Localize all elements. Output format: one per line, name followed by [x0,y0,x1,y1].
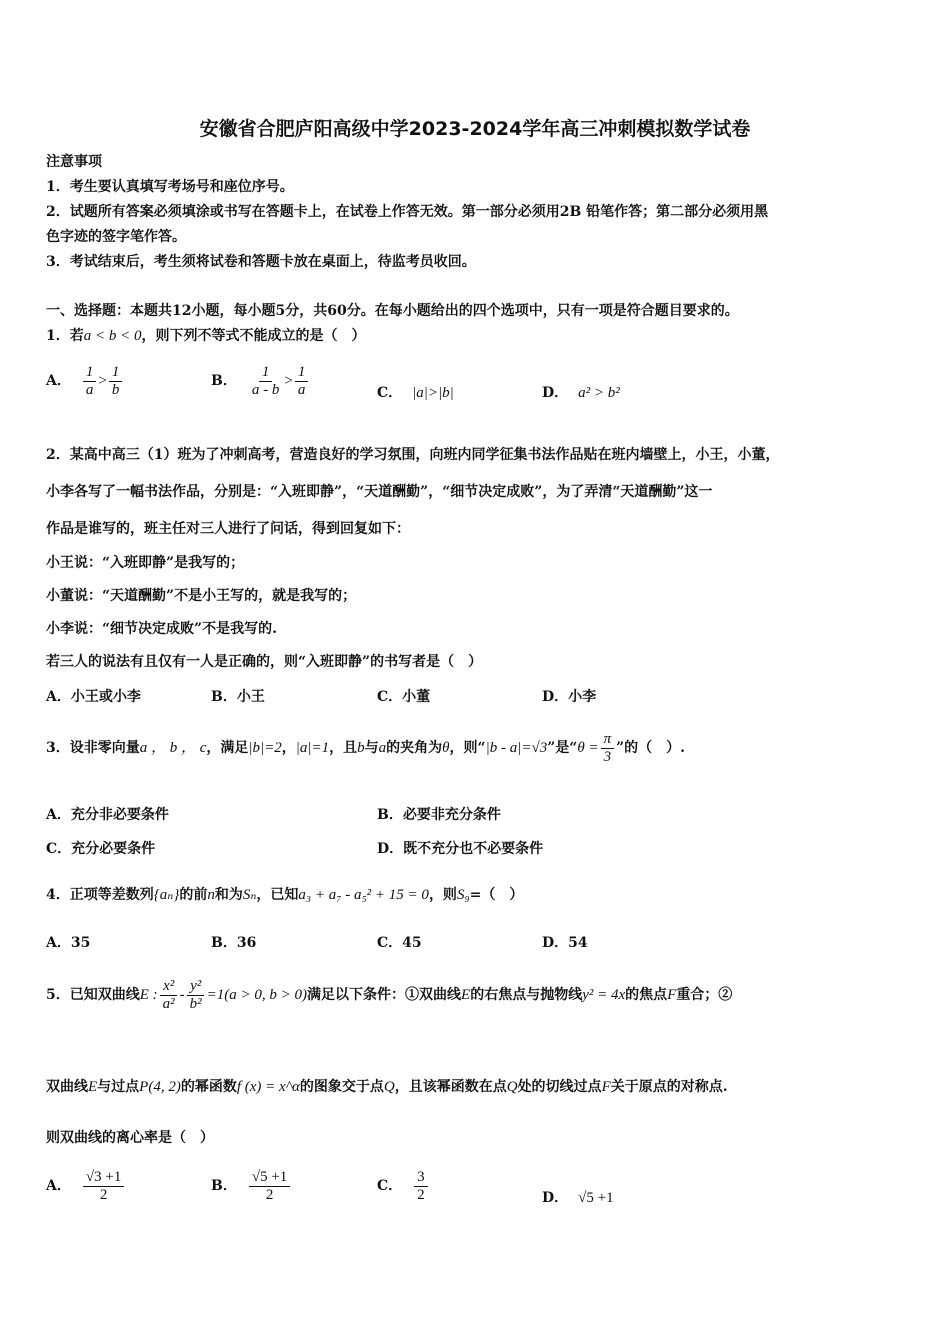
notice-line: 1．考生要认真填写考场号和座位序号。 [46,179,294,195]
notice-line: 色字迹的签字笔作答。 [46,229,186,245]
q1-option-c[interactable]: C． |a|>|b| [377,385,454,401]
question-1-stem: 1．若a < b < 0，则下列不等式不能成立的是（ ） [46,328,366,344]
q2-line: 若三人的说法有且仅有一人是正确的，则“入班即静”的书写者是（ ） [46,654,483,670]
page-title: 安徽省合肥庐阳高级中学2023-2024学年高三冲刺模拟数学试卷 [199,118,751,140]
q4-option-a[interactable]: A．35 [46,935,91,951]
question-3-stem: 3．设非零向量a ， b ， c，满足|b|=2，|a|=1，且b与a的夹角为θ，则“|b - a|=√3”是“θ = $\frac{\pi}{3}$ ”的（ ）. [46,730,686,765]
q5-option-a[interactable]: A． $\frac{√3 +1}{2}$ [46,1166,126,1206]
question-4-stem: 4．正项等差数列{aₙ}的前n和为Sₙ，已知a₃ + a₇ - a₅² + 15 = 0，则S₉=（ ） [46,887,524,903]
q1-option-a[interactable]: A． $\frac{1}{a}$ > $\frac{1}{b}$ [46,362,124,400]
q2-line: 小王说：“入班即静”是我写的； [46,555,245,571]
q1-option-b[interactable]: B． $\frac{1}{a - b}$ > $\frac{1}{a}$ [211,362,310,400]
q1-option-d[interactable]: D． a² > b² [542,385,620,401]
section-heading: 一、选择题：本题共12小题，每小题5分，共60分。在每小题给出的四个选项中，只有一项是符合题目要求的。 [46,303,739,319]
q2-line: 作品是谁写的，班主任对三人进行了问话，得到回复如下： [46,521,410,537]
q3-option-b[interactable]: B．必要非充分条件 [377,807,501,823]
q2-option-d[interactable]: D．小李 [542,689,597,705]
q3-option-d[interactable]: D．既不充分也不必要条件 [377,841,544,857]
q5-option-d[interactable]: D． √5 +1 [542,1190,614,1206]
notice-heading: 注意事项 [46,154,102,170]
q2-option-a[interactable]: A．小王或小李 [46,689,141,705]
notice-line: 3．考试结束后，考生须将试卷和答题卡放在桌面上，待监考员收回。 [46,254,476,270]
q4-option-c[interactable]: C．45 [377,935,422,951]
q5-option-c[interactable]: C． $\frac{3}{2}$ [377,1166,430,1206]
q2-option-b[interactable]: B．小王 [211,689,265,705]
q2-line: 小李各写了一幅书法作品，分别是：“入班即静”，“天道酬勤”，“细节决定成败”，为了弄清“天道酬勤”这一 [46,484,713,500]
q2-line: 小李说：“细节决定成败”不是我写的. [46,621,277,637]
q3-option-c[interactable]: C．充分必要条件 [46,841,156,857]
q4-option-b[interactable]: B．36 [211,935,257,951]
question-5-line-1: 5．已知双曲线E : $\frac{\text{x²}}{\text{a²}}$ - $\frac{\text{y²}}{\text{b²}}$ =1(a > 0, b > 0)满足以下条件：①双曲线E的右焦点与抛物线y² = 4x的焦点F重合；② [46,977,733,1012]
q2-option-c[interactable]: C．小董 [377,689,431,705]
q2-line: 小董说：“天道酬勤”不是小王写的，就是我写的； [46,588,357,604]
question-5-line-2: 双曲线E与过点P(4, 2)的幂函数f (x) = x^α的图象交于点Q，且该幂函数在点Q处的切线过点F关于原点的对称点. [46,1079,728,1095]
question-5-line-3: 则双曲线的离心率是（ ） [46,1130,214,1146]
notice-line: 2．试题所有答案必须填涂或书写在答题卡上，在试卷上作答无效。第一部分必须用2B 铅笔作答；第二部分必须用黑 [46,204,769,220]
q4-option-d[interactable]: D．54 [542,935,588,951]
q5-option-b[interactable]: B． $\frac{√5 +1}{2}$ [211,1166,292,1206]
q3-option-a[interactable]: A．充分非必要条件 [46,807,169,823]
q2-line: 2．某高中高三（1）班为了冲刺高考，营造良好的学习氛围，向班内同学征集书法作品贴在班内墙壁上，小王，小董， [46,447,780,463]
